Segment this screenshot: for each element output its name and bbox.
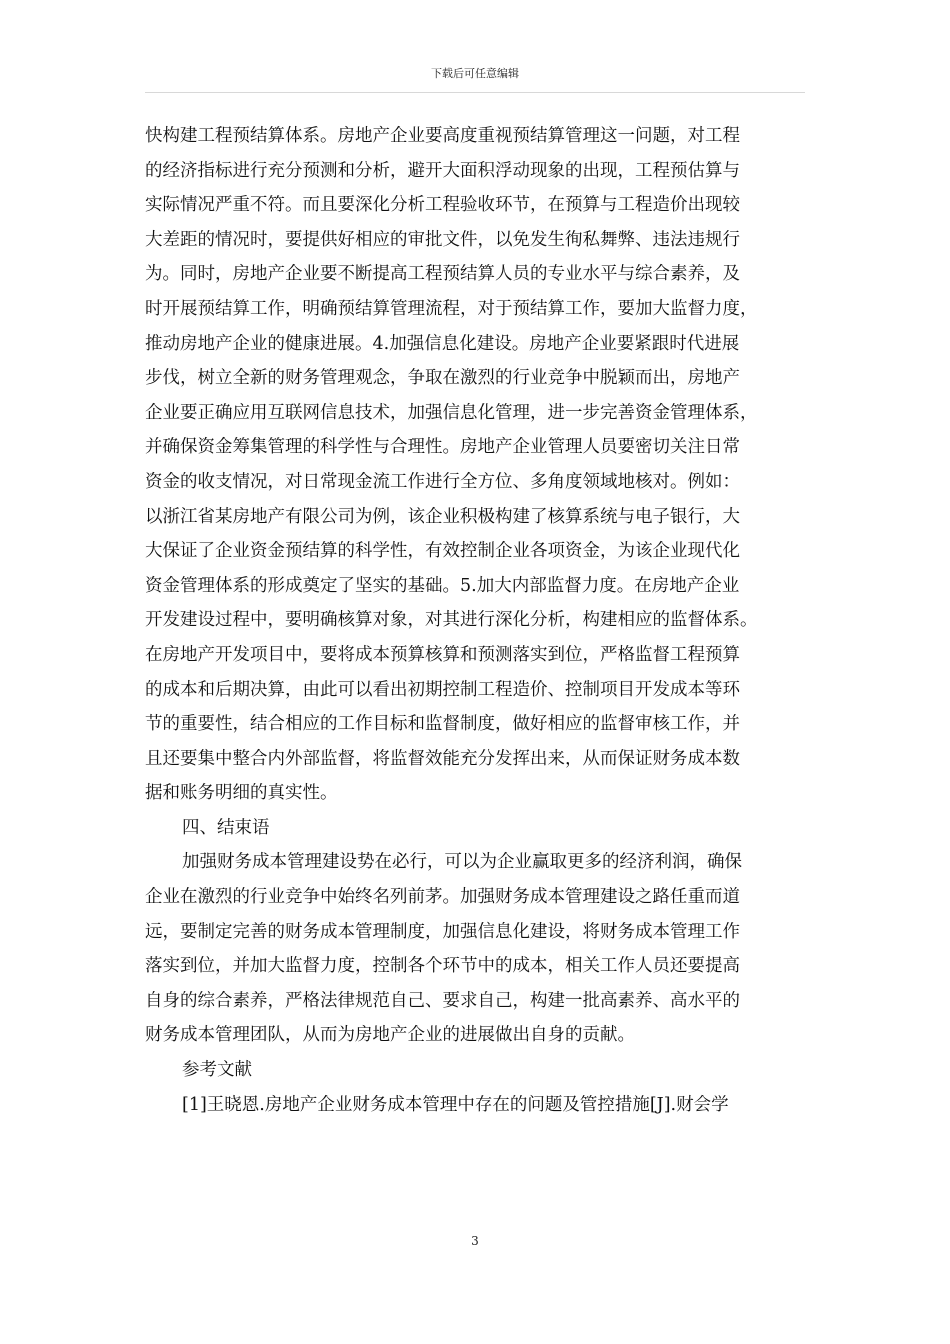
- conclusion-line: 财务成本管理团队，从而为房地产企业的进展做出自身的贡献。: [145, 1025, 635, 1046]
- body-line: 的成本和后期决算，由此可以看出初期控制工程造价、控制项目开发成本等环: [145, 679, 740, 700]
- body-line: 且还要集中整合内外部监督，将监督效能充分发挥出来，从而保证财务成本数: [145, 748, 740, 769]
- body-line: 时开展预结算工作，明确预结算管理流程，对于预结算工作，要加大监督力度，: [145, 298, 758, 319]
- body-line: 资金的收支情况，对日常现金流工作进行全方位、多角度领域地核对。例如：: [145, 471, 740, 492]
- references-heading: 参考文献: [182, 1060, 252, 1081]
- conclusion-line: 加强财务成本管理建设势在必行，可以为企业赢取更多的经济利润，确保: [182, 852, 742, 873]
- body-line: 企业要正确应用互联网信息技术，加强信息化管理，进一步完善资金管理体系，: [145, 402, 758, 423]
- body-line: 开发建设过程中，要明确核算对象，对其进行深化分析，构建相应的监督体系。: [145, 610, 758, 631]
- conclusion-line: 自身的综合素养，严格法律规范自己、要求自己，构建一批高素养、高水平的: [145, 990, 740, 1011]
- header-divider: [145, 92, 805, 93]
- body-line: 大保证了企业资金预结算的科学性，有效控制企业各项资金，为该企业现代化: [145, 541, 740, 562]
- conclusion-line: 企业在激烈的行业竞争中始终名列前茅。加强财务成本管理建设之路任重而道: [145, 887, 740, 908]
- body-line: 实际情况严重不符。而且要深化分析工程验收环节，在预算与工程造价出现较: [145, 195, 740, 216]
- section-heading: 四、结束语: [182, 817, 270, 838]
- body-line: 据和账务明细的真实性。: [145, 783, 338, 804]
- body-line: 为。同时，房地产企业要不断提高工程预结算人员的专业水平与综合素养，及: [145, 264, 740, 285]
- body-line: 大差距的情况时，要提供好相应的审批文件，以免发生徇私舞弊、违法违规行: [145, 229, 740, 250]
- conclusion-line: 落实到位，并加大监督力度，控制各个环节中的成本，相关工作人员还要提高: [145, 956, 740, 977]
- body-line: 推动房地产企业的健康进展。4.加强信息化建设。房地产企业要紧跟时代进展: [145, 333, 740, 354]
- body-line: 在房地产开发项目中，要将成本预算核算和预测落实到位，严格监督工程预算: [145, 644, 740, 665]
- body-line: 资金管理体系的形成奠定了坚实的基础。5.加大内部监督力度。在房地产企业: [145, 575, 740, 596]
- reference-item: [1]王晓恩.房地产企业财务成本管理中存在的问题及管控措施[J].财会学: [182, 1094, 729, 1115]
- page-header: 下载后可任意编辑: [431, 67, 519, 80]
- conclusion-line: 远，要制定完善的财务成本管理制度，加强信息化建设，将财务成本管理工作: [145, 921, 740, 942]
- page-number: 3: [471, 1234, 479, 1248]
- body-line: 的经济指标进行充分预测和分析，避开大面积浮动现象的出现，工程预估算与: [145, 160, 740, 181]
- body-line: 节的重要性，结合相应的工作目标和监督制度，做好相应的监督审核工作，并: [145, 714, 740, 735]
- body-line: 步伐，树立全新的财务管理观念，争取在激烈的行业竞争中脱颖而出，房地产: [145, 368, 740, 389]
- body-line: 并确保资金筹集管理的科学性与合理性。房地产企业管理人员要密切关注日常: [145, 437, 740, 458]
- body-line: 以浙江省某房地产有限公司为例，该企业积极构建了核算系统与电子银行，大: [145, 506, 740, 527]
- body-text: [145, 119, 805, 1122]
- body-line: 快构建工程预结算体系。房地产企业要高度重视预结算管理这一问题，对工程: [145, 126, 740, 146]
